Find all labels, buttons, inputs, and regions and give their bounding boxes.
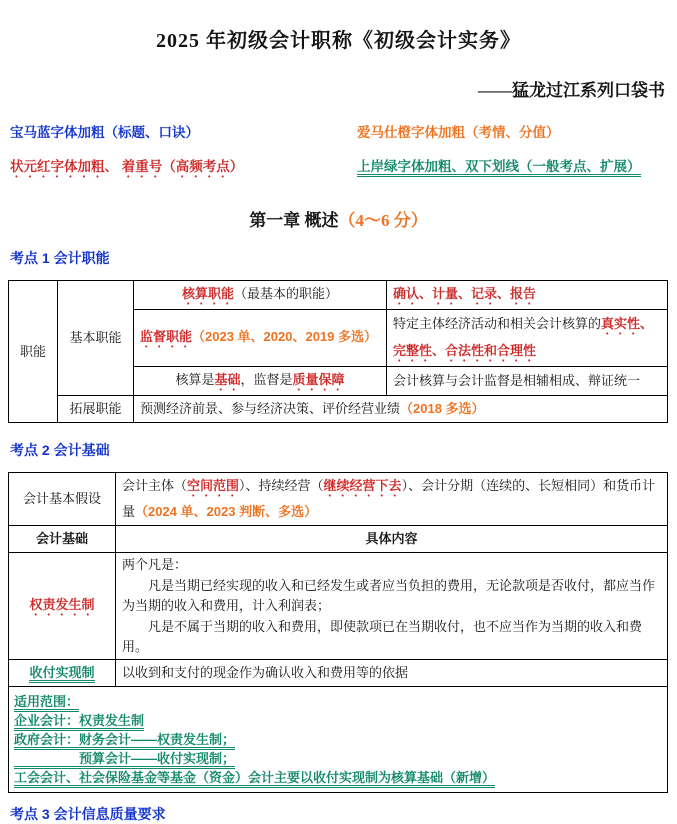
table-row [9, 396, 668, 423]
table-header-row [9, 526, 668, 553]
scope-enterprise: 企业会计：权责发生制 [14, 713, 144, 731]
relationship-emphasis-1: 基础 [214, 372, 241, 387]
extended-functions-exam-tag: （2018 多选） [400, 401, 485, 416]
cell-application-scope [9, 686, 668, 792]
accrual-paragraph-intro: 两个凡是： [122, 557, 188, 572]
assumption-text-1: 会计主体（ [122, 478, 188, 493]
scope-line [14, 750, 662, 767]
kaodian-3-heading: 考点 3 会计信息质量要求 [10, 805, 166, 822]
assumption-emphasis-2: 继续经营下去 [323, 478, 402, 493]
scope-title: 适用范围： [14, 694, 79, 712]
cell-accounting-function [134, 281, 387, 310]
scope-government-budget: 预算会计——收付实现制； [14, 751, 235, 769]
accounting-basis-table [8, 472, 668, 793]
accrual-basis-term: 权责发生制 [29, 596, 95, 612]
legend-red-item: 状元红字体加粗、 着重号（高频考点） [10, 159, 244, 174]
relationship-emphasis-2: 质量保障 [292, 372, 345, 387]
cell-cash-basis-detail: 以收到和支付的现金作为确认收入和费用等的依据 [116, 659, 668, 686]
chapter-title: 第一章 概述 [249, 211, 339, 230]
scope-government-financial: 政府会计：财务会计——权责发生制； [14, 732, 235, 750]
cell-basic-functions-label: 基本职能 [58, 281, 134, 396]
cash-basis-term: 收付实现制 [29, 665, 94, 683]
kaodian-2-heading: 考点 2 会计基础 [10, 442, 110, 458]
table-row [9, 281, 668, 310]
legend-green-item: 上岸绿字体加粗、双下划线（一般考点、扩展） [357, 159, 641, 177]
cell-assumptions-detail [116, 473, 668, 526]
relationship-text-1: 核算是 [175, 372, 215, 387]
relationship-text-2: ，监督是 [240, 372, 293, 387]
cell-supervision-function [134, 310, 387, 367]
document-page [0, 24, 677, 822]
cell-extended-functions-label: 拓展职能 [58, 396, 134, 423]
scope-line [14, 693, 662, 710]
legend-orange-item: 爱马仕橙字体加粗（考情、分值） [357, 125, 560, 140]
cell-accrual-basis-detail [116, 553, 668, 660]
cell-assumptions-label: 会计基本假设 [9, 473, 116, 526]
table-row [9, 473, 668, 526]
scope-line [14, 769, 662, 786]
accounting-function-note: （最基本的职能） [234, 286, 339, 301]
scope-line [14, 731, 662, 748]
cell-function-relationship-detail: 会计核算与会计监督是相辅相成、辩证统一 [387, 367, 668, 396]
header-cell-basis: 会计基础 [9, 526, 116, 553]
cell-supervision-detail [387, 310, 668, 367]
functions-table [8, 280, 668, 423]
assumption-emphasis-1: 空间范围 [187, 478, 240, 493]
header-cell-content: 具体内容 [116, 526, 668, 553]
assumption-text-3: ）、会计分期（连续的、长短相同）和货币计量 [122, 478, 656, 519]
assumption-exam-tag: （2024 单、2023 判断、多选） [135, 504, 318, 519]
accrual-paragraph-rule2: 凡是不属于当期的收入和费用，即使款项已在当期收付，也不应当作为当期的收入和费用。 [122, 618, 643, 654]
legend-blue-item: 宝马蓝字体加粗（标题、口诀） [10, 125, 199, 140]
cell-function-label: 职能 [9, 281, 58, 423]
table-row [9, 553, 668, 660]
accounting-function-detail-text: 确认、计量、记录、报告 [393, 286, 537, 301]
supervision-detail-text: 特定主体经济活动和相关会计核算的 [393, 316, 602, 331]
cell-accrual-basis-label [9, 553, 116, 660]
table-row [9, 659, 668, 686]
doc-title: 2025 年初级会计职称《初级会计实务》 [156, 30, 521, 52]
cell-cash-basis-label [9, 659, 116, 686]
chapter-heading [0, 206, 677, 231]
doc-subtitle: ——猛龙过江系列口袋书 [478, 81, 665, 100]
color-legend [10, 121, 669, 181]
kaodian-1-heading: 考点 1 会计职能 [10, 250, 110, 266]
cell-function-relationship [134, 367, 387, 396]
supervision-detail-emphasis: 真实性、完整性、合法性和合理性 [393, 316, 654, 358]
scope-union-social-insurance: 工会会计、社会保险基金等基金（资金）会计主要以收付实现制为核算基础（新增） [14, 770, 495, 788]
accounting-function-term: 核算职能 [181, 286, 234, 301]
extended-functions-text: 预测经济前景、参与经济决策、评价经营业绩 [140, 401, 401, 416]
supervision-function-term: 监督职能 [140, 329, 193, 344]
cell-extended-functions-detail [134, 396, 668, 423]
table-row [9, 686, 668, 792]
cell-accounting-function-detail [387, 281, 668, 310]
supervision-exam-tag: （2023 单、2020、2019 多选） [192, 329, 377, 344]
assumption-text-2: ）、持续经营（ [239, 478, 324, 493]
chapter-score: （4～6 分） [338, 211, 428, 230]
scope-line [14, 712, 662, 729]
legend-green-item-wrap [357, 155, 669, 181]
accrual-paragraph-rule1: 凡是当期已经实现的收入和已经发生或者应当负担的费用，无论款项是否收付，都应当作为当期的收入和费用，计入利润表； [122, 577, 656, 613]
